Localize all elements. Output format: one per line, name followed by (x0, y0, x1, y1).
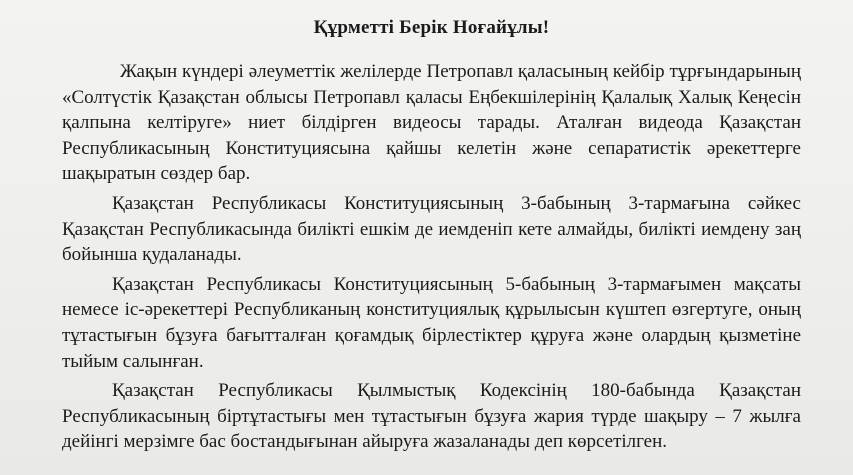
letter-salutation: Құрметті Берік Ноғайұлы! (313, 17, 550, 38)
paragraph-constitution-article-3: Қазақстан Республикасы Конституциясының 3-бабының 3-тармағына сәйкес Қазақстан Республикасында билікті ешкім де иемденіп кете алмайды, билікті иемдену заң бойынша қудаланады. (62, 192, 801, 266)
paragraph-criminal-code-article-180: Қазақстан Республикасы Қылмыстық Кодексінің 180-бабында Қазақстан Республикасының біртұтастығы мен тұтастығын бұзуға жария түрде шақыру – 7 жылға дейінгі мерзімге бас бостандығынан айыруға жазаланады деп көрсетілген. (62, 380, 801, 453)
paragraph-video-report: Жақын күндері әлеуметтік желілерде Петропавл қаласының кейбір тұрғындарының «Солтүстік Қазақстан облысы Петропавл қаласы Еңбекшілерінің Қалалық Халық Кеңесін қалпына келтіруге» ниет білдірген видеосы тарады. Аталған видеода Қазақстан Республикасының Конституциясына қайшы келетін және сепаратистік әрекеттерге шақыратын сөздер бар. (62, 61, 801, 185)
paragraph-constitution-article-5: Қазақстан Республикасы Конституциясының 5-бабының 3-тармағымен мақсаты немесе іс-әрекеттері Республиканың конституциялық құрылысын күштеп өзгертуге, оның тұтастығын бұзуға бағытталған қоғамдық бірлестіктер құруға және олардың қызметіне тыйым салынған. (62, 273, 801, 372)
